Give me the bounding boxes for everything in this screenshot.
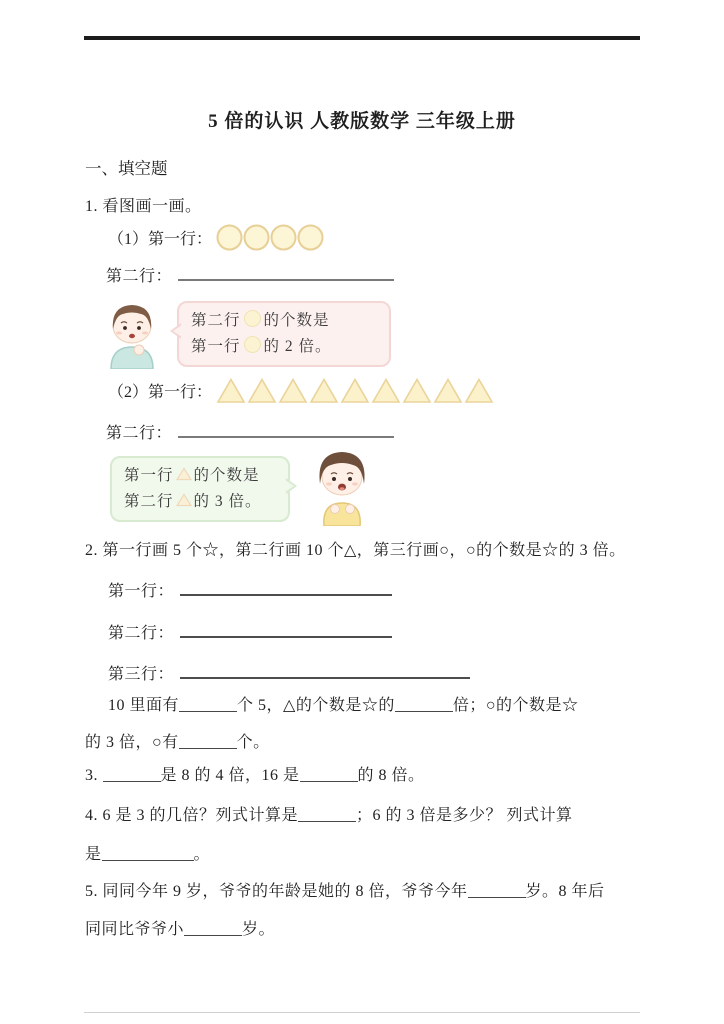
triangle-shape-strip: [216, 377, 495, 404]
q2-fill-line1: 10 里面有 个 5，△的个数是☆的 倍；○的个数是☆: [108, 697, 579, 714]
q1-part1-row2: [106, 263, 394, 286]
circle-shape: [216, 224, 243, 251]
speech-bubble-girl: 第一行 的个数是 第二行 的 3 倍。: [110, 456, 290, 522]
q2-row2: [108, 620, 392, 643]
q1-bubble2-block: [110, 452, 380, 526]
girl-avatar: [304, 446, 380, 526]
answer-line: [180, 661, 470, 679]
triangle-shape: [433, 377, 463, 404]
triangle-shape: [247, 377, 277, 404]
q1-part1-row: [108, 224, 324, 251]
q2-fill-line2: 的 3 倍，○有 个。: [85, 734, 270, 751]
fill-blank: [184, 920, 242, 936]
fill-blank: [300, 766, 358, 782]
circle-shape: [297, 224, 324, 251]
fill-blank: [179, 696, 237, 712]
q2-row3-label: 第三行：: [108, 666, 175, 683]
answer-line: [180, 578, 392, 596]
triangle-shape: [464, 377, 494, 404]
q2-row2-label: 第二行：: [108, 625, 175, 642]
bottom-rule: [84, 1012, 640, 1013]
q1-part2-row2-label: 第二行：: [106, 425, 173, 442]
q4-line1: 4. 6 是 3 的几倍？列式计算是 ；6 的 3 倍是多少？ 列式计算: [85, 807, 573, 824]
circle-icon: [244, 310, 261, 327]
page-title: 5 倍的认识 人教版数学 三年级上册: [208, 111, 516, 132]
q1-part1-row2-label: 第二行：: [106, 268, 173, 285]
circle-shape: [270, 224, 297, 251]
fill-blank: [179, 733, 237, 749]
section-heading: 一、填空题: [85, 159, 168, 178]
top-rule: [84, 36, 640, 40]
fill-blank: [298, 806, 356, 822]
q2-row1: [108, 578, 392, 601]
fill-blank: [102, 845, 194, 861]
fill-blank: [468, 882, 526, 898]
triangle-shape: [216, 377, 246, 404]
answer-line: [180, 620, 392, 638]
triangle-shape: [371, 377, 401, 404]
q5-line2: 同同比爷爷小 岁。: [85, 921, 276, 938]
q2-stem: 2. 第一行画 5 个☆，第二行画 10 个△，第三行画○，○的个数是☆的 3 倍。: [85, 542, 626, 559]
q2-row3: [108, 661, 470, 684]
triangle-shape: [340, 377, 370, 404]
triangle-icon: [176, 493, 192, 507]
answer-line: [178, 420, 394, 438]
triangle-shape: [402, 377, 432, 404]
q1-part1-label: （1）第一行：: [108, 231, 213, 248]
q1-part2-row: [108, 377, 495, 404]
triangle-shape: [278, 377, 308, 404]
fill-blank: [395, 696, 453, 712]
q1-part2-row2: [106, 420, 394, 443]
fill-blank: [103, 766, 161, 782]
q1-part2-label: （2）第一行：: [108, 384, 213, 401]
q5-line1: 5. 同同今年 9 岁，爷爷的年龄是她的 8 倍，爷爷今年 岁。8 年后: [85, 883, 605, 900]
q2-row1-label: 第一行：: [108, 583, 175, 600]
circle-shape-strip: [216, 224, 324, 251]
answer-line: [178, 263, 394, 281]
circle-icon: [244, 336, 261, 353]
q1-stem: 1. 看图画一画。: [85, 198, 202, 215]
q4-line2: 是 。: [85, 846, 211, 863]
speech-bubble-boy: 第二行 的个数是 第一行 的 2 倍。: [177, 301, 391, 367]
q1-bubble1-block: [101, 297, 391, 369]
circle-shape: [243, 224, 270, 251]
boy-avatar: [101, 297, 163, 369]
q3-stem: 3. 是 8 的 4 倍，16 是 的 8 倍。: [85, 767, 425, 784]
triangle-shape: [309, 377, 339, 404]
triangle-icon: [176, 467, 192, 481]
